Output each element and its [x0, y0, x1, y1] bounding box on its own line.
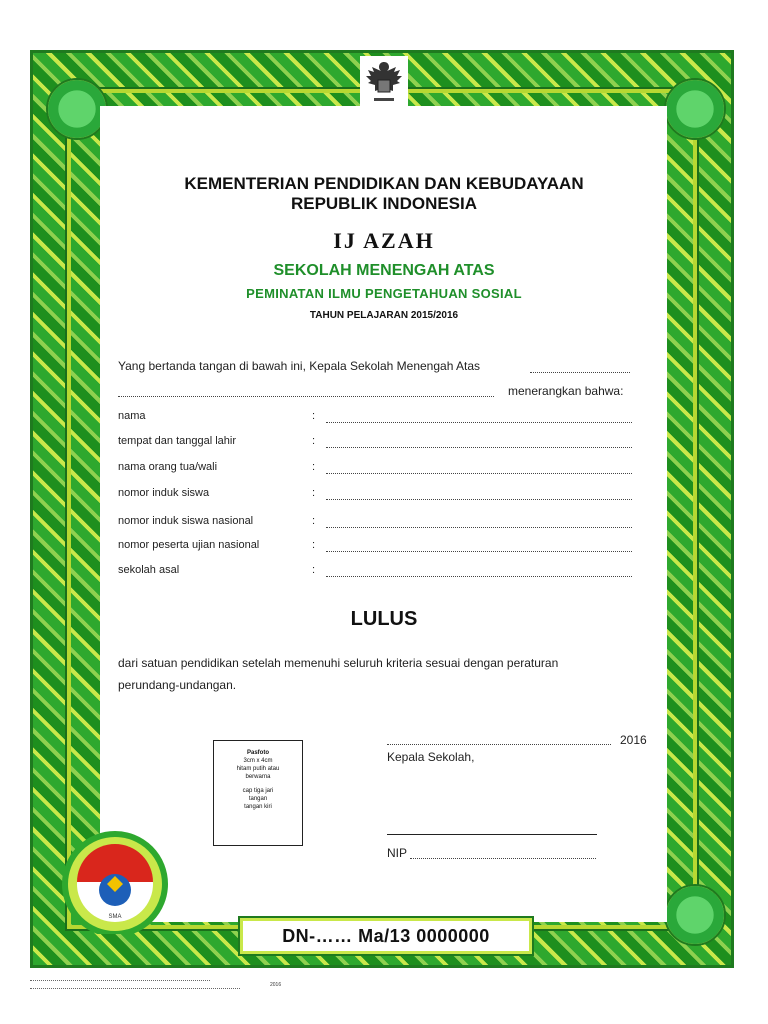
field-label-nis: nomor induk siswa — [118, 487, 210, 499]
republic-heading: REPUBLIK INDONESIA — [290, 194, 478, 213]
field-colon: : — [312, 435, 316, 447]
photo-placeholder-box — [213, 740, 303, 846]
field-value-nis — [326, 489, 632, 500]
certificate-title: IJ AZAH — [333, 228, 435, 253]
intro-line-2-end: menerangkan bahwa: — [508, 384, 624, 398]
photo-size: 3cm x 4cm — [243, 758, 273, 764]
school-name-dotted-line-2 — [118, 386, 494, 397]
field-label-birth: tempat dan tanggal lahir — [118, 435, 237, 447]
garuda-emblem-icon — [360, 56, 408, 106]
statement-line-1: dari satuan pendidikan setelah memenuhi seluruh kriteria sesuai dengan peraturan — [118, 656, 559, 670]
field-colon: : — [312, 515, 316, 527]
footnote-line-2 — [30, 984, 240, 989]
footnote-dots-1 — [30, 976, 210, 981]
school-level-heading: SEKOLAH MENENGAH ATAS — [273, 262, 495, 279]
field-value-nama — [326, 412, 632, 423]
field-value-parent — [326, 463, 632, 474]
photo-label: Pasfoto — [246, 750, 269, 756]
footnote-line-1 — [30, 976, 210, 981]
serial-number: DN-…… Ma/13 0000000 — [282, 925, 490, 946]
field-label-parent: nama orang tua/wali — [118, 461, 218, 473]
field-value-origin-school — [326, 566, 632, 577]
field-label-nama: nama — [118, 410, 146, 422]
signature-line — [387, 834, 597, 835]
result-lulus: LULUS — [350, 608, 418, 630]
photo-color: hitam putih atau — [236, 766, 280, 772]
nip-dotted-line — [410, 848, 596, 859]
corner-ornament-top-left-icon — [46, 78, 108, 140]
corner-ornament-top-right-icon — [664, 78, 726, 140]
school-name-dotted-line — [530, 362, 630, 373]
field-label-exam-number: nomor peserta ujian nasional — [118, 539, 260, 551]
signature-year: 2016 — [620, 733, 647, 747]
field-colon: : — [312, 487, 316, 499]
seal-text: SMA — [108, 914, 122, 920]
major-heading: PEMINATAN ILMU PENGETAHUAN SOSIAL — [246, 286, 522, 301]
principal-role: Kepala Sekolah, — [387, 750, 475, 764]
field-value-birth — [326, 437, 632, 448]
footnote-dots-2 — [30, 984, 240, 989]
field-colon: : — [312, 564, 316, 576]
footnote-year: 2016 — [270, 982, 282, 988]
serial-ribbon — [240, 918, 532, 954]
fingerprint-label-3: tangan kiri — [244, 804, 272, 810]
photo-color-2: berwarna — [245, 774, 271, 780]
school-seal-icon — [40, 824, 190, 934]
field-value-nisn — [326, 517, 632, 528]
field-label-origin-school: sekolah asal — [118, 564, 180, 576]
fingerprint-label-2: tangan — [248, 796, 268, 802]
field-value-exam-number — [326, 541, 632, 552]
field-colon: : — [312, 539, 316, 551]
corner-ornament-bottom-right-icon — [664, 884, 726, 946]
fingerprint-label: cap tiga jari — [242, 788, 274, 794]
academic-year-heading: TAHUN PELAJARAN 2015/2016 — [309, 310, 459, 321]
field-label-nisn: nomor induk siswa nasional — [118, 515, 254, 527]
field-colon: : — [312, 410, 316, 422]
nip-label: NIP — [387, 846, 408, 860]
field-colon: : — [312, 461, 316, 473]
intro-line-1: Yang bertanda tangan di bawah ini, Kepala Sekolah Menengah Atas — [118, 359, 481, 373]
ministry-heading: KEMENTERIAN PENDIDIKAN DAN KEBUDAYAAN — [184, 174, 584, 193]
place-date-dotted-line — [387, 734, 611, 745]
statement-line-2: perundang-undangan. — [118, 678, 237, 692]
